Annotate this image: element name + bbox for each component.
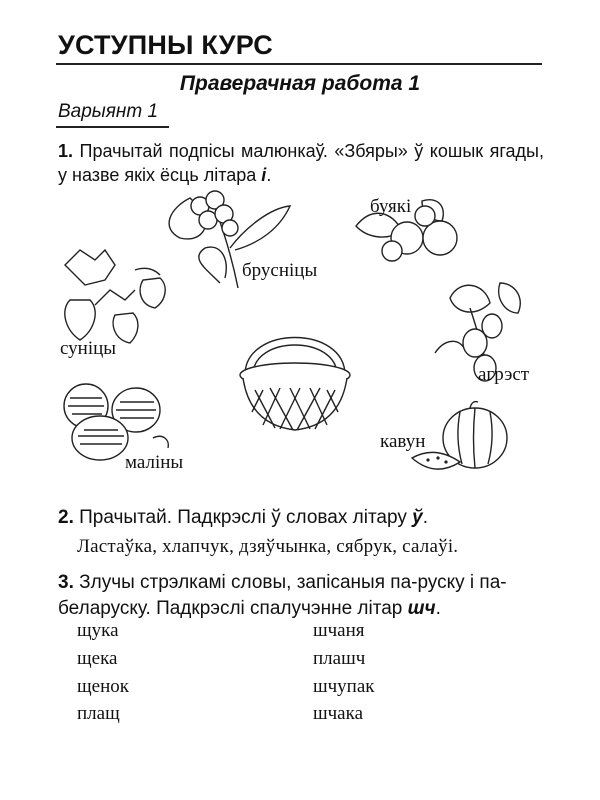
- raspberry-leaf: [153, 436, 168, 448]
- work-title: Праверачная работа 1: [179, 72, 421, 95]
- label-sunitsy: суніцы: [60, 338, 117, 359]
- task3-instruction: 3. Злучы стрэлкамі словы, запісаныя па-руску і па-беларуску. Падкрэслі спалучэнне літар шч.: [58, 572, 507, 619]
- watermelon-seed: [426, 458, 429, 461]
- label-agrest: агрэст: [478, 364, 530, 385]
- gooseberry: [482, 314, 502, 338]
- watermelon-seed: [436, 456, 439, 459]
- lingonberry-leaf: [230, 206, 290, 250]
- label-maliny: маліны: [125, 452, 184, 473]
- variant-label: Варыянт 1: [58, 101, 159, 122]
- strawberry-stem: [95, 290, 135, 305]
- label-buyaki: буякі: [370, 196, 412, 217]
- task2-text: Прачытай. Падкрэслі ў словах літару: [79, 507, 407, 528]
- task3-number: 3.: [58, 572, 74, 593]
- basket-illustration[interactable]: [235, 330, 355, 440]
- lingonberry: [222, 220, 238, 236]
- strawberry-stem: [135, 268, 160, 275]
- section-rule: [56, 63, 542, 65]
- basket-body: [243, 378, 347, 430]
- task2-number: 2.: [58, 507, 74, 528]
- label-brusnitsy: брусніцы: [242, 260, 318, 281]
- task3-letters: шч: [407, 598, 436, 619]
- belarusian-word[interactable]: шчаня: [313, 620, 365, 641]
- strawberry: [65, 300, 95, 340]
- strawberry: [113, 313, 138, 343]
- variant-underline: [56, 126, 169, 128]
- gooseberry-leaf: [499, 283, 521, 313]
- task1-text: Прачытай подпісы малюнкаў. «Збяры» ў кошык ягады, у назве якіх ёсць літара: [58, 141, 544, 185]
- strawberry-illustration[interactable]: [55, 245, 185, 345]
- belarusian-word[interactable]: шчупак: [313, 676, 375, 697]
- lingonberry-leaf: [199, 247, 227, 283]
- russian-word[interactable]: плащ: [77, 703, 120, 724]
- watermelon-illustration[interactable]: [410, 400, 515, 480]
- task1-instruction: 1. Прачытай подпісы малюнкаў. «Збяры» ў кошык ягады, у назве якіх ёсць літара і.: [58, 141, 544, 185]
- task3-text: Злучы стрэлкамі словы, запісаныя па-руску і па-беларуску. Падкрэслі спалучэнне літар: [58, 572, 507, 619]
- watermelon-seed: [444, 460, 447, 463]
- task2-letter: ў: [412, 507, 423, 528]
- task2-instruction: 2. Прачытай. Падкрэслі ў словах літару ў.: [58, 507, 428, 528]
- blueberry: [415, 206, 435, 226]
- russian-word[interactable]: щука: [77, 620, 119, 641]
- lingonberry: [199, 211, 217, 229]
- gooseberry-branch: [435, 341, 465, 353]
- blueberry: [382, 241, 402, 261]
- russian-word[interactable]: щенок: [77, 676, 129, 697]
- blueberry-illustration[interactable]: [352, 196, 472, 276]
- belarusian-word[interactable]: шчака: [313, 703, 363, 724]
- strawberry-leaf: [65, 250, 115, 285]
- section-title: УСТУПНЫ КУРС: [58, 30, 273, 60]
- belarusian-word[interactable]: плашч: [313, 648, 366, 669]
- raspberry: [72, 416, 128, 460]
- task2-words[interactable]: Ластаўка, хлапчук, дзяўчынка, сябрук, салаўі.: [77, 536, 459, 557]
- strawberry: [140, 278, 165, 308]
- task1-number: 1.: [58, 141, 74, 161]
- watermelon-stem: [470, 402, 478, 408]
- label-kavun: кавун: [380, 431, 426, 452]
- task1-letter: і: [261, 165, 267, 185]
- russian-word[interactable]: щека: [77, 648, 118, 669]
